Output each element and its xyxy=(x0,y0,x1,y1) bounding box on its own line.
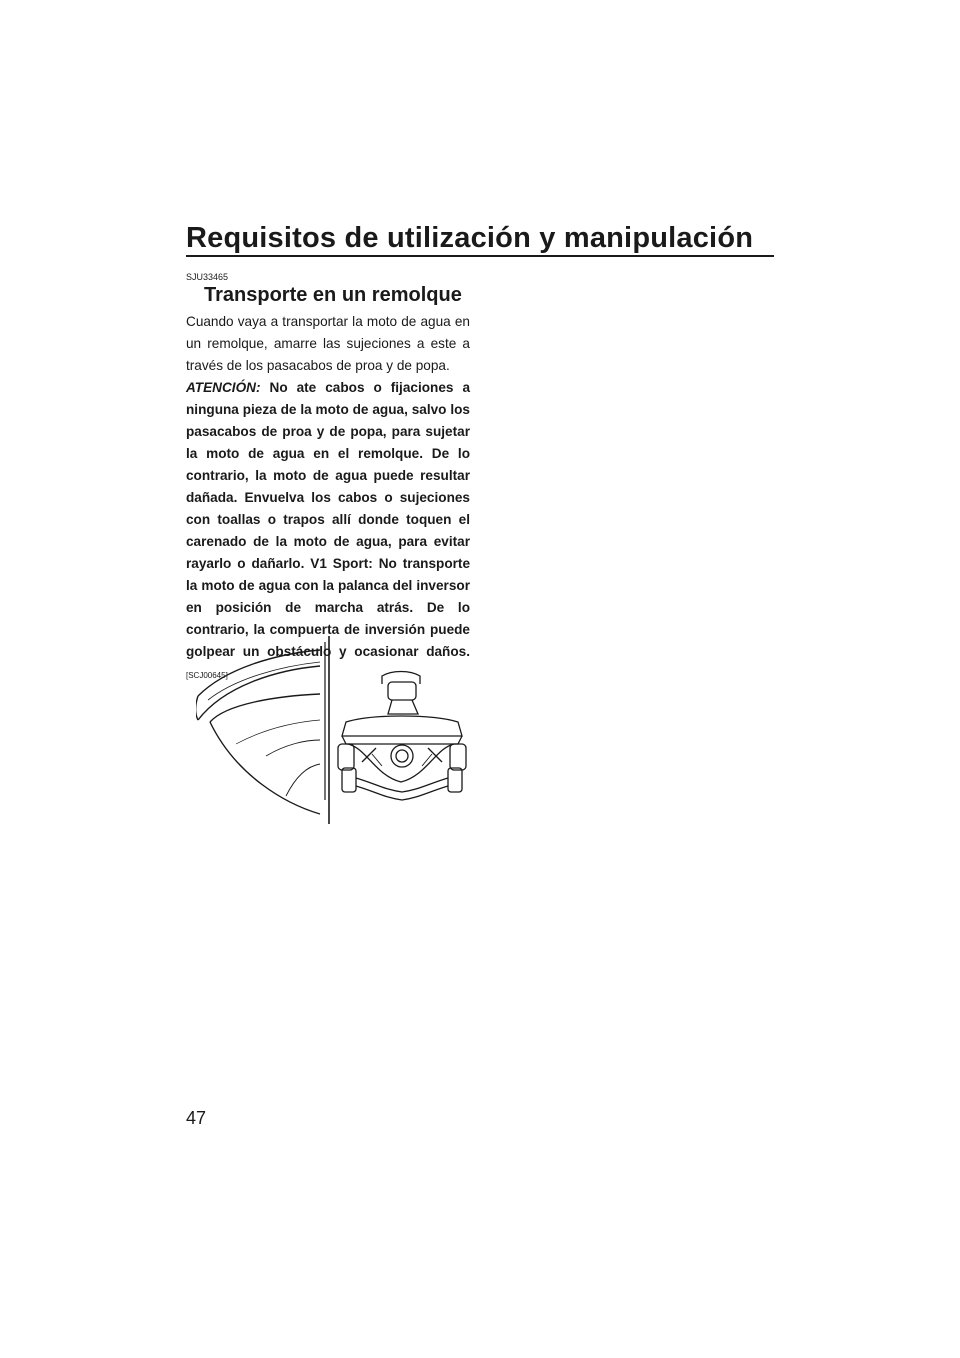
body-paragraph: Cuando vaya a transportar la moto de agua en un remolque, amarre las sujeciones a este a través de los pasacabos de proa y de popa. xyxy=(186,314,470,373)
section-heading: Transporte en un remolque xyxy=(204,284,462,306)
caution-text: No ate cabos o fijaciones a ninguna pieza de la moto de agua, salvo los pasacabos de proa y de popa, para sujetar la moto de agua en el remolque. De lo contrario, la moto de agua puede resultar dañada. Envuelva los cabos o sujeciones con toallas o trapos allí donde toquen el carenado de la moto de agua, para evitar rayarlo o dañarlo. V1 Sport: No transporte la moto de agua con la palanca del inversor en posición de marcha atrás. De lo contrario, la compuerta de inversión puede golpear un obstáculo y ocasionar daños. xyxy=(186,380,470,659)
title-rule xyxy=(186,255,774,257)
page-title: Requisitos de utilización y manipulación xyxy=(186,222,754,254)
text-column xyxy=(186,272,470,687)
trailer-figure xyxy=(196,636,476,826)
watercraft-on-trailer-rear-view-illustration xyxy=(338,672,466,801)
page-number: 47 xyxy=(186,1108,207,1128)
caution-code: [SCJ00645] xyxy=(186,671,228,680)
bow-hull-detail-illustration xyxy=(196,636,329,824)
caution-label: ATENCIÓN: xyxy=(186,380,261,395)
section-code: SJU33465 xyxy=(186,272,229,282)
